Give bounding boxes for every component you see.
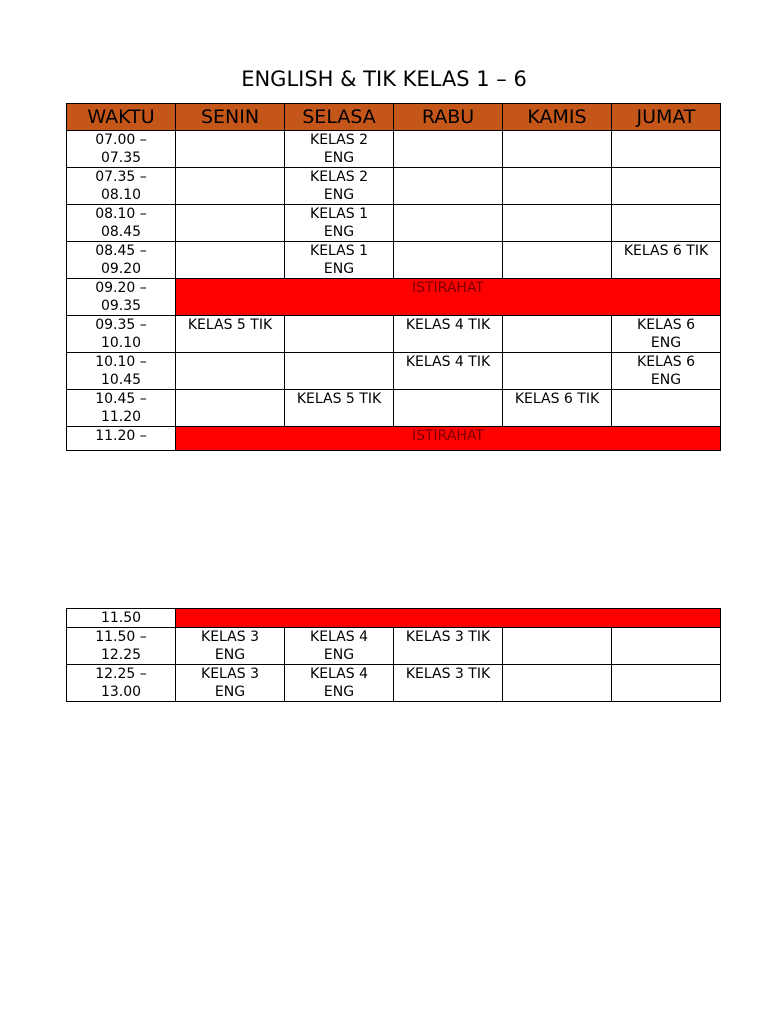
break-cell: ISTIRAHAT — [176, 279, 721, 316]
class-label: KELAS 6 TIK — [623, 243, 709, 259]
table-row — [67, 628, 721, 665]
class-label: KELAS 4 TIK — [405, 317, 491, 333]
schedule-cell — [612, 628, 721, 665]
time-label: 11.20 – — [95, 428, 147, 444]
time-cell — [67, 427, 176, 451]
schedule-cell — [176, 353, 285, 390]
schedule-cell — [394, 316, 503, 353]
time-cell — [67, 628, 176, 665]
time-label: 11.50 – 12.25 — [95, 629, 147, 663]
schedule-cell — [176, 665, 285, 702]
time-cell — [67, 390, 176, 427]
time-cell — [67, 279, 176, 316]
schedule-cell — [612, 353, 721, 390]
class-label: KELAS 3 TIK — [405, 666, 491, 682]
class-label: KELAS 3 ENG — [201, 666, 259, 700]
schedule-cell — [503, 628, 612, 665]
class-label: KELAS 2 ENG — [310, 169, 368, 203]
break-cell: ISTIRAHAT — [176, 427, 721, 451]
schedule-cell — [503, 390, 612, 427]
schedule-cell — [285, 168, 394, 205]
schedule-cell — [285, 316, 394, 353]
schedule-cell — [612, 665, 721, 702]
table-row — [67, 131, 721, 168]
break-row — [67, 609, 721, 628]
schedule-cell — [285, 131, 394, 168]
table-row — [67, 353, 721, 390]
header-cell: KAMIS — [503, 104, 612, 131]
time-cell — [67, 131, 176, 168]
time-cell — [67, 665, 176, 702]
class-label: KELAS 4 ENG — [310, 629, 368, 663]
schedule-cell — [285, 390, 394, 427]
break-row — [67, 427, 721, 451]
schedule-cell — [394, 168, 503, 205]
schedule-cell — [176, 168, 285, 205]
time-label: 10.45 – 11.20 — [95, 391, 147, 425]
schedule-cell — [394, 665, 503, 702]
class-label: KELAS 5 TIK — [187, 317, 273, 333]
schedule-cell — [285, 205, 394, 242]
schedule-cell — [612, 242, 721, 279]
time-label: 11.50 — [100, 610, 142, 626]
header-cell: WAKTU — [67, 104, 176, 131]
schedule-cell — [285, 242, 394, 279]
table-row — [67, 390, 721, 427]
class-label: KELAS 1 ENG — [310, 243, 368, 277]
schedule-cell — [503, 168, 612, 205]
time-cell — [67, 168, 176, 205]
table-row — [67, 665, 721, 702]
schedule-cell — [394, 205, 503, 242]
time-label: 07.35 – 08.10 — [95, 169, 147, 203]
table-row — [67, 205, 721, 242]
schedule-cell — [503, 665, 612, 702]
page-title: ENGLISH & TIK KELAS 1 – 6 — [241, 67, 527, 91]
schedule-cell — [612, 390, 721, 427]
class-label: KELAS 6 ENG — [637, 317, 695, 351]
time-label: 08.10 – 08.45 — [95, 206, 147, 240]
schedule-cell — [503, 131, 612, 168]
schedule-cell — [285, 628, 394, 665]
time-cell — [67, 353, 176, 390]
class-label: KELAS 6 TIK — [514, 391, 600, 407]
schedule-cell — [394, 131, 503, 168]
schedule-cell — [176, 131, 285, 168]
schedule-cell — [612, 205, 721, 242]
schedule-cell — [612, 168, 721, 205]
time-cell — [67, 205, 176, 242]
class-label: KELAS 4 ENG — [310, 666, 368, 700]
schedule-cell — [176, 205, 285, 242]
time-cell — [67, 242, 176, 279]
schedule-cell — [503, 316, 612, 353]
schedule-cell — [394, 353, 503, 390]
table-row — [67, 316, 721, 353]
header-cell: JUMAT — [612, 104, 721, 131]
schedule-cell — [285, 665, 394, 702]
schedule-cell — [612, 131, 721, 168]
schedule-cell — [394, 390, 503, 427]
header-cell: SENIN — [176, 104, 285, 131]
schedule-table-continued — [66, 608, 721, 702]
class-label: KELAS 6 ENG — [637, 354, 695, 388]
class-label: KELAS 3 TIK — [405, 629, 491, 645]
time-label: 10.10 – 10.45 — [95, 354, 147, 388]
time-label: 07.00 – 07.35 — [95, 132, 147, 166]
time-label: 09.35 – 10.10 — [95, 317, 147, 351]
schedule-cell — [394, 242, 503, 279]
schedule-cell — [176, 628, 285, 665]
schedule-cell — [612, 316, 721, 353]
time-label: 12.25 – 13.00 — [95, 666, 147, 700]
break-cell — [176, 609, 721, 628]
class-label: KELAS 3 ENG — [201, 629, 259, 663]
schedule-cell — [503, 242, 612, 279]
schedule-table — [66, 103, 721, 451]
schedule-cell — [503, 205, 612, 242]
schedule-cell — [394, 628, 503, 665]
header-cell: RABU — [394, 104, 503, 131]
header-row — [67, 104, 721, 131]
class-label: KELAS 1 ENG — [310, 206, 368, 240]
time-label: 09.20 – 09.35 — [95, 280, 147, 314]
schedule-cell — [285, 353, 394, 390]
time-cell — [67, 609, 176, 628]
table-row — [67, 168, 721, 205]
table-row — [67, 242, 721, 279]
class-label: KELAS 4 TIK — [405, 354, 491, 370]
time-label: 08.45 – 09.20 — [95, 243, 147, 277]
break-row — [67, 279, 721, 316]
schedule-cell — [503, 353, 612, 390]
schedule-cell — [176, 242, 285, 279]
schedule-cell — [176, 390, 285, 427]
time-cell — [67, 316, 176, 353]
class-label: KELAS 2 ENG — [310, 132, 368, 166]
class-label: KELAS 5 TIK — [296, 391, 382, 407]
header-cell: SELASA — [285, 104, 394, 131]
schedule-cell — [176, 316, 285, 353]
